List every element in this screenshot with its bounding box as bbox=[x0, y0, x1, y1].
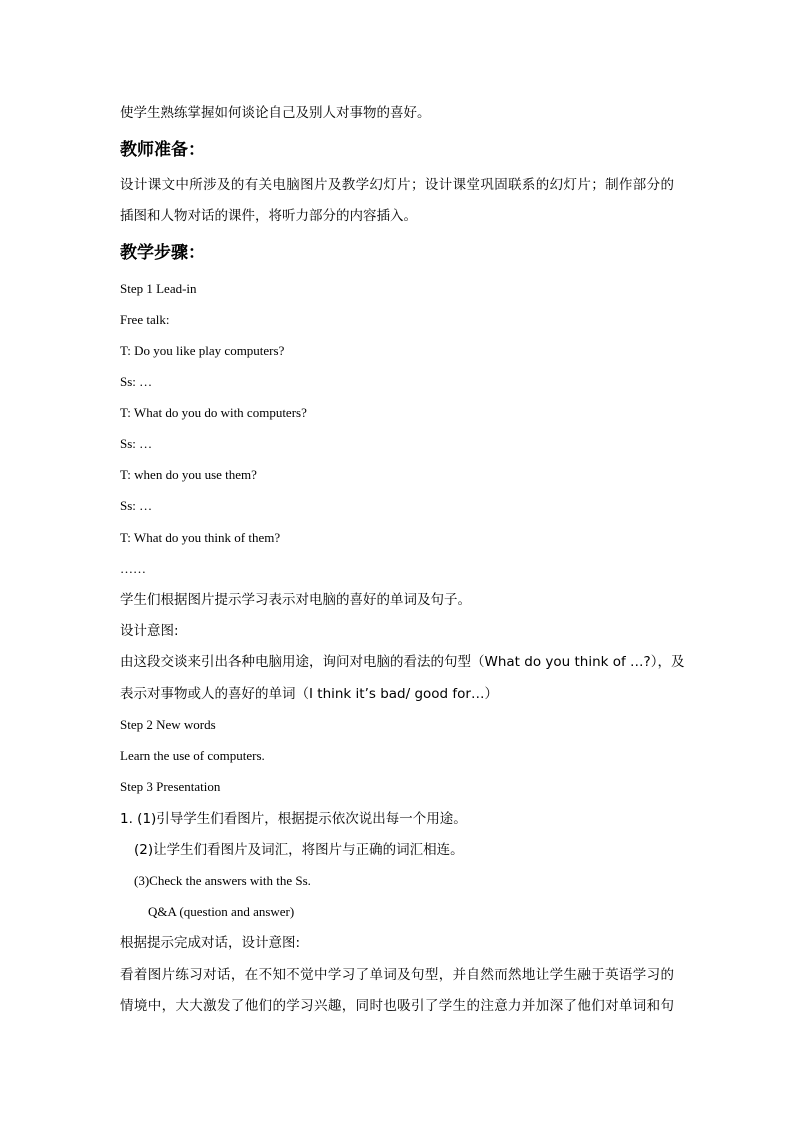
dialogue-line: T: Do you like play computers? bbox=[120, 343, 285, 358]
teacher-prep-line-2: 插图和人物对话的课件，将听力部分的内容插入。 bbox=[120, 208, 417, 224]
intro-line: 使学生熟练掌握如何谈论自己及别人对事物的喜好。 bbox=[120, 105, 431, 121]
steps-heading: 教学步骤： bbox=[120, 243, 205, 263]
dialogue-line: T: when do you use them? bbox=[120, 467, 257, 482]
design-intent-line-1: 由这段交谈来引出各种电脑用途，询问对电脑的看法的句型（What do you think of …?），及 bbox=[120, 654, 685, 670]
step1-summary: 学生们根据图片提示学习表示对电脑的喜好的单词及句子。 bbox=[120, 592, 471, 608]
step1-title: Step 1 Lead-in bbox=[120, 281, 197, 296]
design-intent-label: 设计意图: bbox=[120, 623, 179, 639]
step3-item-1: 1. (1)引导学生们看图片，根据提示依次说出每一个用途。 bbox=[120, 811, 467, 827]
dialogue-line: …… bbox=[120, 561, 146, 576]
step2-title: Step 2 New words bbox=[120, 717, 216, 732]
step3-paragraph-line-1: 看着图片练习对话，在不知不觉中学习了单词及句型，并自然而然地让学生融于英语学习的 bbox=[120, 967, 674, 983]
step3-design-line: 根据提示完成对话，设计意图: bbox=[120, 935, 301, 951]
step3-item-3: (3)Check the answers with the Ss. bbox=[134, 873, 311, 888]
teacher-prep-heading: 教师准备： bbox=[120, 140, 205, 160]
dialogue-line: Ss: … bbox=[120, 436, 153, 451]
dialogue-line: T: What do you think of them? bbox=[120, 530, 281, 545]
teacher-prep-line-1: 设计课文中所涉及的有关电脑图片及教学幻灯片；设计课堂巩固联系的幻灯片；制作部分的 bbox=[120, 177, 674, 193]
dialogue-line: Ss: … bbox=[120, 374, 153, 389]
design-intent-line-2: 表示对事物或人的喜好的单词（I think it’s bad/ good for…） bbox=[120, 686, 498, 702]
dialogue-line: T: What do you do with computers? bbox=[120, 405, 307, 420]
dialogue-line: Ss: … bbox=[120, 498, 153, 513]
qa-line: Q&A (question and answer) bbox=[148, 904, 295, 919]
step3-paragraph-line-2: 情境中，大大激发了他们的学习兴趣，同时也吸引了学生的注意力并加深了他们对单词和句 bbox=[120, 998, 674, 1014]
step2-text: Learn the use of computers. bbox=[120, 748, 265, 763]
free-talk-label: Free talk: bbox=[120, 312, 170, 327]
step3-item-2: (2)让学生们看图片及词汇，将图片与正确的词汇相连。 bbox=[134, 842, 464, 858]
step3-title: Step 3 Presentation bbox=[120, 779, 221, 794]
